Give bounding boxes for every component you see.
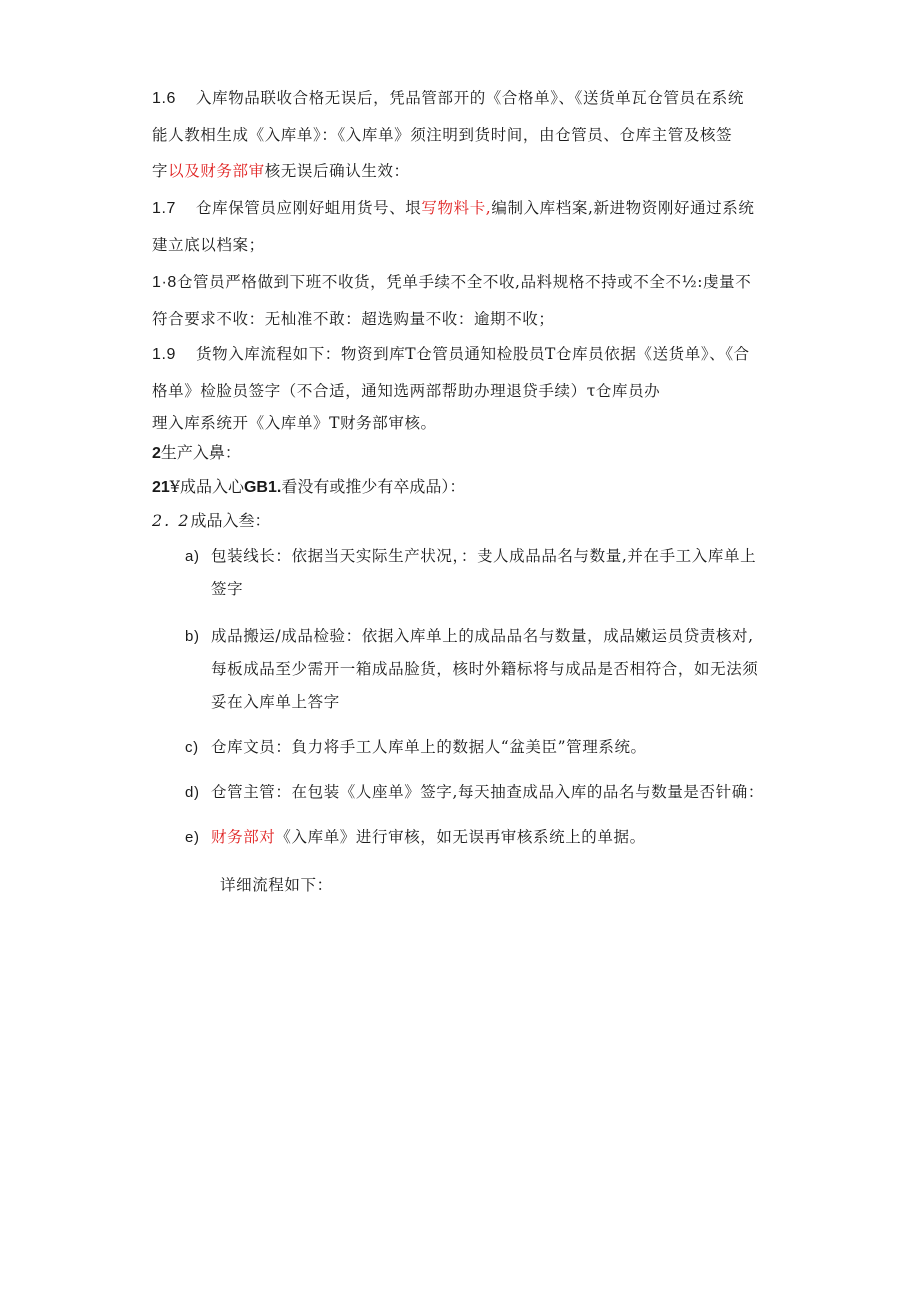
list-item-line bbox=[185, 540, 795, 573]
heading-code: GB1. bbox=[243, 479, 282, 496]
detail-flow-caption: 详细流程如下： bbox=[220, 876, 333, 894]
section-number: 1·8 bbox=[152, 274, 177, 291]
list-item-text: 仓库文员：負力将手工人库单上的数据人“盆美臣”管理系统。 bbox=[211, 738, 647, 756]
list-item-d bbox=[185, 776, 795, 809]
heading-number: 21 bbox=[152, 479, 170, 496]
list-marker: b) bbox=[185, 628, 200, 645]
list-item-text: 仓管主管：在包装《人座单》签字,每天抽查成品入库的品名与数量是否针确： bbox=[211, 783, 764, 801]
section-text: 字 bbox=[152, 162, 169, 180]
heading-text: 生产入鼻： bbox=[160, 443, 241, 462]
section-text: 核无误后确认生效： bbox=[264, 162, 410, 180]
list-item-text: 成品搬运/成品检验：依据入库单上的成品品名与数量，成品嫩运员贷责核对, bbox=[211, 627, 754, 645]
heading-number: 2 bbox=[152, 445, 161, 462]
section-1-9-line-1 bbox=[152, 336, 792, 373]
list-item-continuation: 每板成品至少需开一箱成品脸货，核时外籍标将与成品是否相符合，如无法须 bbox=[211, 660, 759, 678]
list-item-line bbox=[185, 776, 795, 809]
section-number: 1.6 bbox=[152, 90, 177, 107]
heading-text: ¥成品入心 bbox=[169, 477, 244, 496]
section-1-8-line-1 bbox=[152, 264, 792, 301]
list-item-line bbox=[185, 620, 795, 653]
list-marker: a) bbox=[185, 548, 200, 565]
heading-text: 成品入叁： bbox=[190, 511, 271, 530]
list-item-continuation: 签字 bbox=[211, 580, 244, 598]
section-1-6-line-2: 能人教相生成《入库单》：《入库单》须注明到货时间，由仓管员、仓库主管及核签 bbox=[152, 126, 733, 144]
section-1-9 bbox=[152, 336, 792, 437]
list-item-c bbox=[185, 731, 795, 764]
list-item-b bbox=[185, 620, 795, 719]
section-1-6-line-3 bbox=[152, 153, 792, 189]
section-1-9-line-2: 格单》检脸员签字（不合适，通知选两部帮助办理退贷手续）τ仓库员办 bbox=[152, 382, 661, 400]
section-text: 编制入库档案,新进物资刚好通过系统 bbox=[491, 199, 755, 217]
section-1-9-line-3: 理入库系统开《入库单》T财务部审核。 bbox=[152, 414, 437, 432]
highlighted-text: 写物料卡, bbox=[421, 199, 492, 217]
list-marker: d) bbox=[185, 784, 200, 801]
section-text: 入库物品联收合格无误后，凭品管部开的《合格单》、《送货单瓦仓管员在系统 bbox=[196, 89, 745, 107]
section-1-8 bbox=[152, 264, 792, 337]
section-number: 1.7 bbox=[152, 200, 177, 217]
list-marker: c) bbox=[185, 739, 199, 756]
list-marker: e) bbox=[185, 829, 200, 846]
list-item-continuation: 妥在入库单上答字 bbox=[211, 693, 340, 711]
list-item-line bbox=[185, 821, 795, 854]
heading-number: 2. 2 bbox=[152, 511, 191, 530]
section-number: 1.9 bbox=[152, 346, 177, 363]
section-1-6-line-1 bbox=[152, 80, 792, 117]
highlighted-text: 以及财务部审 bbox=[168, 162, 265, 180]
list-item-a bbox=[185, 540, 795, 606]
section-1-7-line-2: 建立底以档案； bbox=[152, 236, 265, 254]
heading-2 bbox=[152, 438, 241, 469]
list-item-line bbox=[185, 731, 795, 764]
heading-2-2 bbox=[152, 506, 271, 536]
highlighted-text: 财务部对 bbox=[211, 828, 276, 846]
heading-2-1 bbox=[152, 472, 465, 503]
section-1-6 bbox=[152, 80, 792, 189]
list-item-text: 《入库单》进行审核，如无误再审核系统上的单据。 bbox=[275, 828, 646, 846]
section-text: 仓管员严格做到下班不收货，凭单手续不全不收,品料规格不持或不全不½:虔量不 bbox=[176, 273, 752, 291]
list-item-e bbox=[185, 821, 795, 854]
section-text: 仓库保管员应刚好蛆用货号、垠 bbox=[196, 199, 422, 217]
heading-text: 看没有或推少有卒成品）： bbox=[281, 477, 466, 496]
section-1-7 bbox=[152, 190, 792, 263]
section-1-7-line-1 bbox=[152, 190, 792, 227]
section-1-8-line-2: 符合要求不收：无杣准不敢：超选购量不收：逾期不收； bbox=[152, 310, 555, 328]
section-text: 货物入库流程如下：物资到库T仓管员通知检股员T仓库员依据《送货单》、《合 bbox=[196, 345, 750, 363]
list-item-text: 包装线长：依据当天实际生产状况，：叏人成品品名与数量,并在手工入库单上 bbox=[211, 547, 757, 565]
